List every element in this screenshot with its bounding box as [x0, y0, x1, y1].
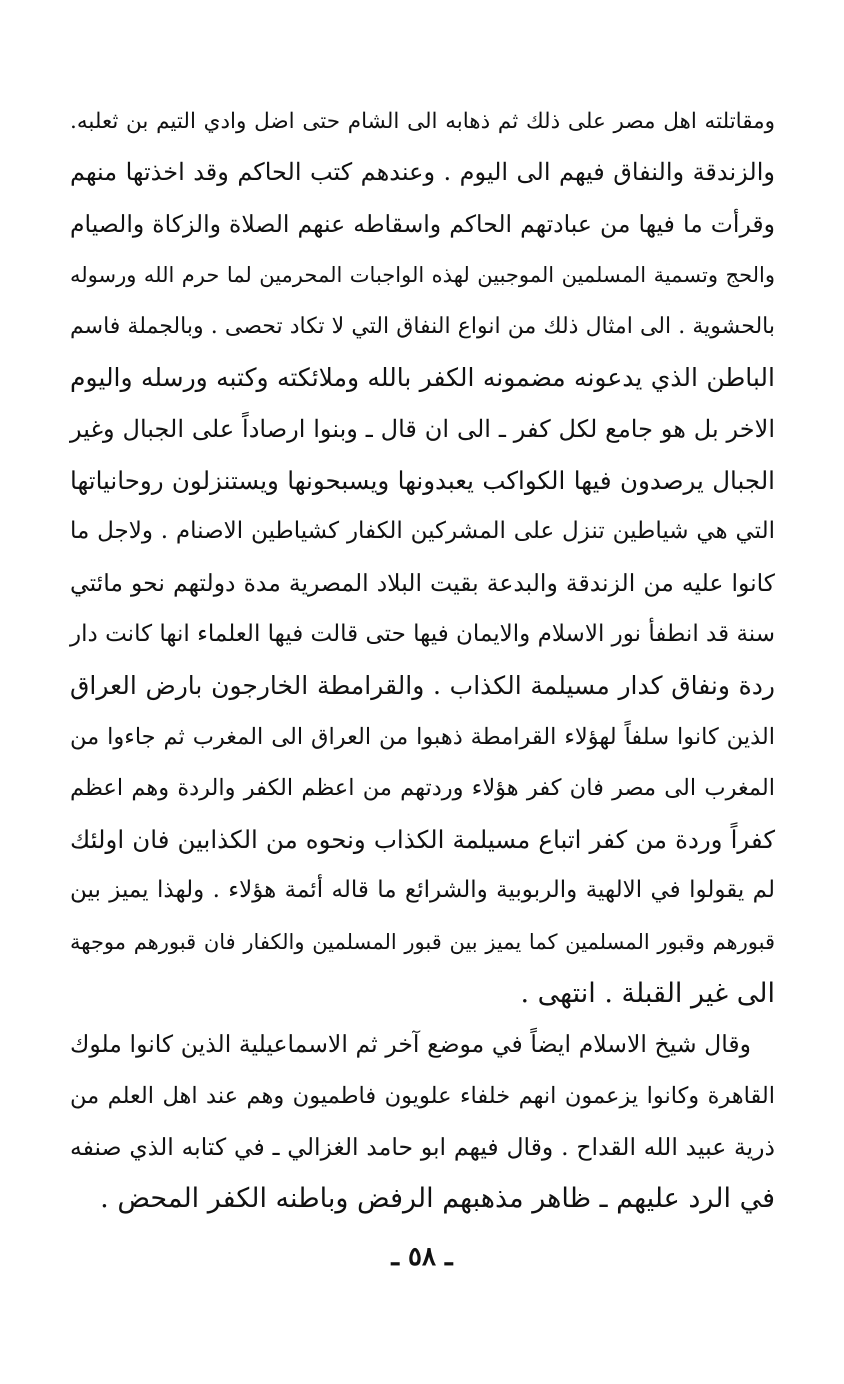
text-line: سنة قد انطفأ نور الاسلام والايمان فيها حتى قالت فيها العلماء انها كانت دار: [70, 620, 775, 647]
text-line: كفراً وردة من كفر اتباع مسيلمة الكذاب ونحوه من الكذابين فان اولئك: [70, 825, 775, 855]
text-line: الذين كانوا سلفاً لهؤلاء القرامطة ذهبوا من العراق الى المغرب ثم جاءوا من: [70, 723, 775, 750]
paragraph-1: [70, 96, 775, 1019]
text-line: لم يقولوا في الالهية والربوبية والشرائع ما قاله أئمة هؤلاء . ولهذا يميز بين: [70, 877, 775, 904]
text-line: ومقاتلته اهل مصر على ذلك ثم ذهابه الى الشام حتى اضل وادي التيم بن ثعلبه.: [70, 109, 775, 134]
text-line: الاخر بل هو جامع لكل كفر ـ الى ان قال ـ وبنوا ارصاداً على الجبال وغير: [70, 414, 775, 443]
paragraph-2: [70, 1019, 775, 1224]
text-line: بالحشوية . الى امثال ذلك من انواع النفاق التي لا تكاد تحصى . وبالجملة فاسم: [70, 314, 775, 340]
text-line: والحج وتسمية المسلمين الموجبين لهذه الواجبات المحرمين لما حرم الله ورسوله: [70, 262, 775, 287]
text-line: قبورهم وقبور المسلمين كما يميز بين قبور المسلمين والكفار فان قبورهم موجهة: [70, 929, 775, 954]
text-line: وقال شيخ الاسلام ايضاً في موضع آخر ثم الاسماعيلية الذين كانوا ملوك: [70, 1030, 751, 1059]
page-number: ـ ٥٨ ـ: [391, 1242, 453, 1272]
text-line: في الرد عليهم ـ ظاهر مذهبهم الرفض وباطنه الكفر المحض .: [100, 1183, 775, 1215]
text-line: ردة ونفاق كدار مسيلمة الكذاب . والقرامطة الخارجون بارض العراق: [70, 671, 775, 701]
text-line: القاهرة وكانوا يزعمون انهم خلفاء علويون فاطميون وهم عند اهل العلم من: [70, 1082, 775, 1109]
text-line: الى غير القبلة . انتهى .: [520, 978, 775, 1010]
text-line: كانوا عليه من الزندقة والبدعة بقيت البلاد المصرية مدة دولتهم نحو مائتي: [70, 568, 775, 597]
text-line: الجبال يرصدون فيها الكواكب يعبدونها ويسبحونها ويستنزلون روحانياتها: [70, 466, 775, 496]
text-line: التي هي شياطين تنزل على المشركين الكفار كشياطين الاصنام . ولاجل ما: [70, 518, 775, 545]
text-line: ذرية عبيد الله القداح . وقال فيهم ابو حامد الغزالي ـ في كتابه الذي صنفه: [70, 1132, 775, 1161]
text-line: والزندقة والنفاق فيهم الى اليوم . وعندهم كتب الحاكم وقد اخذتها منهم: [70, 158, 775, 187]
text-line: المغرب الى مصر فان كفر هؤلاء وردتهم من اعظم الكفر والردة وهم اعظم: [70, 774, 775, 801]
page-body-text: [70, 96, 775, 1225]
text-line: الباطن الذي يدعونه مضمونه الكفر بالله وملائكته وكتبه ورسله واليوم: [70, 363, 775, 393]
text-line: وقرأت ما فيها من عبادتهم الحاكم واسقاطه عنهم الصلاة والزكاة والصيام: [70, 209, 775, 238]
